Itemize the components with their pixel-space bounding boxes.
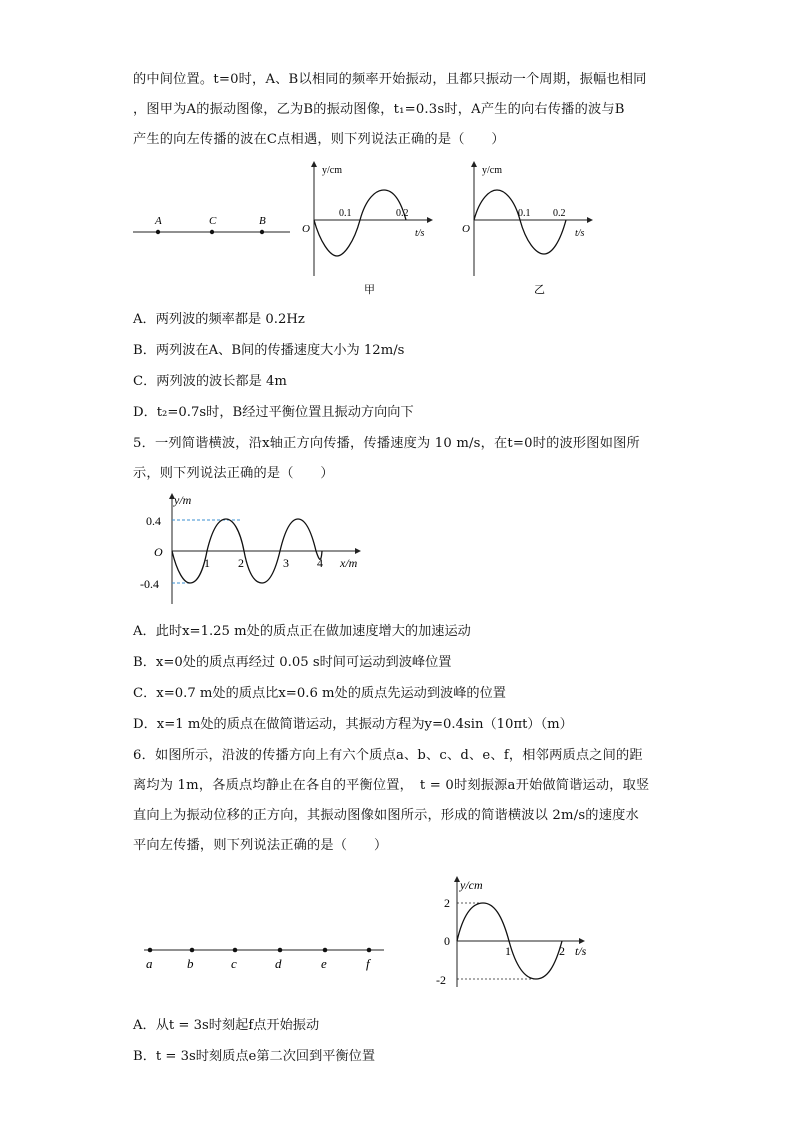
q4-option-a: A．两列波的频率都是 0.2Hz — [133, 312, 305, 327]
q5-xtick-3: 3 — [283, 556, 289, 570]
q6-ymax: 2 — [444, 896, 450, 910]
jia-tick-1: 0.1 — [339, 208, 352, 219]
yi-xlabel: t/s — [575, 228, 585, 239]
point-a-dot — [156, 230, 160, 234]
q5-option-b: B．x=0处的质点再经过 0.05 s时间可运动到波峰位置 — [133, 655, 452, 670]
q6-ymin: -2 — [436, 973, 446, 987]
q4-line-3: 产生的向左传播的波在C点相遇，则下列说法正确的是（ ） — [133, 132, 505, 147]
q6-option-b: B．t = 3s时刻质点e第二次回到平衡位置 — [133, 1049, 376, 1064]
yi-caption: 乙 — [534, 284, 545, 296]
q6-point-b: b — [187, 956, 194, 971]
q6-line-2: 离均为 1m，各质点均静止在各自的平衡位置， t = 0时刻振源a开始做简谐运动，取竖 — [133, 778, 650, 793]
q5-line-2: 示，则下列说法正确的是（ ） — [133, 466, 334, 481]
q6-xtick-1: 1 — [505, 944, 511, 958]
q6-point-e: e — [321, 956, 327, 971]
q6-ylabel: y/cm — [460, 878, 483, 892]
q5-ymax: 0.4 — [146, 514, 161, 528]
q4-point-line — [130, 210, 290, 250]
q6-vibration-graph — [432, 875, 602, 993]
yi-tick-1: 0.1 — [518, 208, 531, 219]
graph-jia — [298, 158, 438, 298]
q6-point-a: a — [146, 956, 153, 971]
q6-line-1: 6．如图所示，沿波的传播方向上有六个质点a、b、c、d、e、f，相邻两质点之间的距 — [133, 748, 643, 763]
jia-xlabel: t/s — [415, 228, 425, 239]
q6-xlabel: t/s — [575, 944, 587, 958]
point-b-dot — [260, 230, 264, 234]
q5-xtick-1: 1 — [204, 556, 210, 570]
wave-curve-yi — [474, 190, 566, 254]
q5-xlabel: x/m — [340, 556, 358, 570]
q5-option-a: A．此时x=1.25 m处的质点正在做加速度增大的加速运动 — [133, 624, 471, 639]
q5-xtick-4: 4 — [317, 556, 323, 570]
q6-point-c: c — [231, 956, 237, 971]
q5-origin: O — [154, 545, 163, 559]
q5-ylabel: y/m — [174, 493, 192, 507]
q6-xtick-2: 2 — [559, 944, 565, 958]
point-c-dot — [210, 230, 214, 234]
point-a-label: A — [155, 215, 162, 227]
q5-line-1: 5．一列简谐横波，沿x轴正方向传播，传播速度为 10 m/s，在t=0时的波形图如图所 — [133, 436, 640, 451]
q6-line-3: 直向上为振动位移的正方向，其振动图像如图所示，形成的简谐横波以 2m/s的速度水 — [133, 808, 639, 823]
q5-option-c: C．x=0.7 m处的质点比x=0.6 m处的质点先运动到波峰的位置 — [133, 686, 506, 701]
yi-tick-2: 0.2 — [553, 208, 566, 219]
q5-ymin: -0.4 — [140, 577, 159, 591]
q5-wave-graph — [140, 492, 380, 612]
yi-ylabel: y/cm — [482, 165, 502, 176]
q5-xtick-2: 2 — [238, 556, 244, 570]
jia-origin: O — [302, 223, 310, 235]
q6-option-a: A．从t = 3s时刻起f点开始振动 — [133, 1018, 320, 1033]
q4-line-1: 的中间位置。t=0时，A、B以相同的频率开始振动，且都只振动一个周期，振幅也相同 — [133, 72, 647, 87]
q5-option-d: D．x=1 m处的质点在做简谐运动，其振动方程为y=0.4sin（10πt）（m） — [133, 717, 573, 732]
q6-point-f: f — [366, 956, 370, 971]
q4-option-b: B．两列波在A、B间的传播速度大小为 12m/s — [133, 343, 405, 358]
jia-caption: 甲 — [364, 284, 375, 296]
wave-curve-jia — [314, 190, 406, 256]
jia-tick-2: 0.2 — [396, 208, 409, 219]
q4-option-d: D．t₂=0.7s时，B经过平衡位置且振动方向向下 — [133, 405, 414, 420]
yi-origin: O — [462, 223, 470, 235]
q6-line-4: 平向左传播，则下列说法正确的是（ ） — [133, 838, 388, 853]
point-b-label: B — [259, 215, 266, 227]
q4-line-2: ，图甲为A的振动图像，乙为B的振动图像，t₁=0.3s时，A产生的向右传播的波与B — [133, 102, 625, 117]
q6-point-line — [140, 935, 390, 975]
q6-point-d: d — [275, 956, 282, 971]
jia-ylabel: y/cm — [322, 165, 342, 176]
q6-zero: 0 — [444, 934, 450, 948]
q4-option-c: C．两列波的波长都是 4m — [133, 374, 287, 389]
graph-yi — [458, 158, 598, 298]
point-c-label: C — [209, 215, 217, 227]
